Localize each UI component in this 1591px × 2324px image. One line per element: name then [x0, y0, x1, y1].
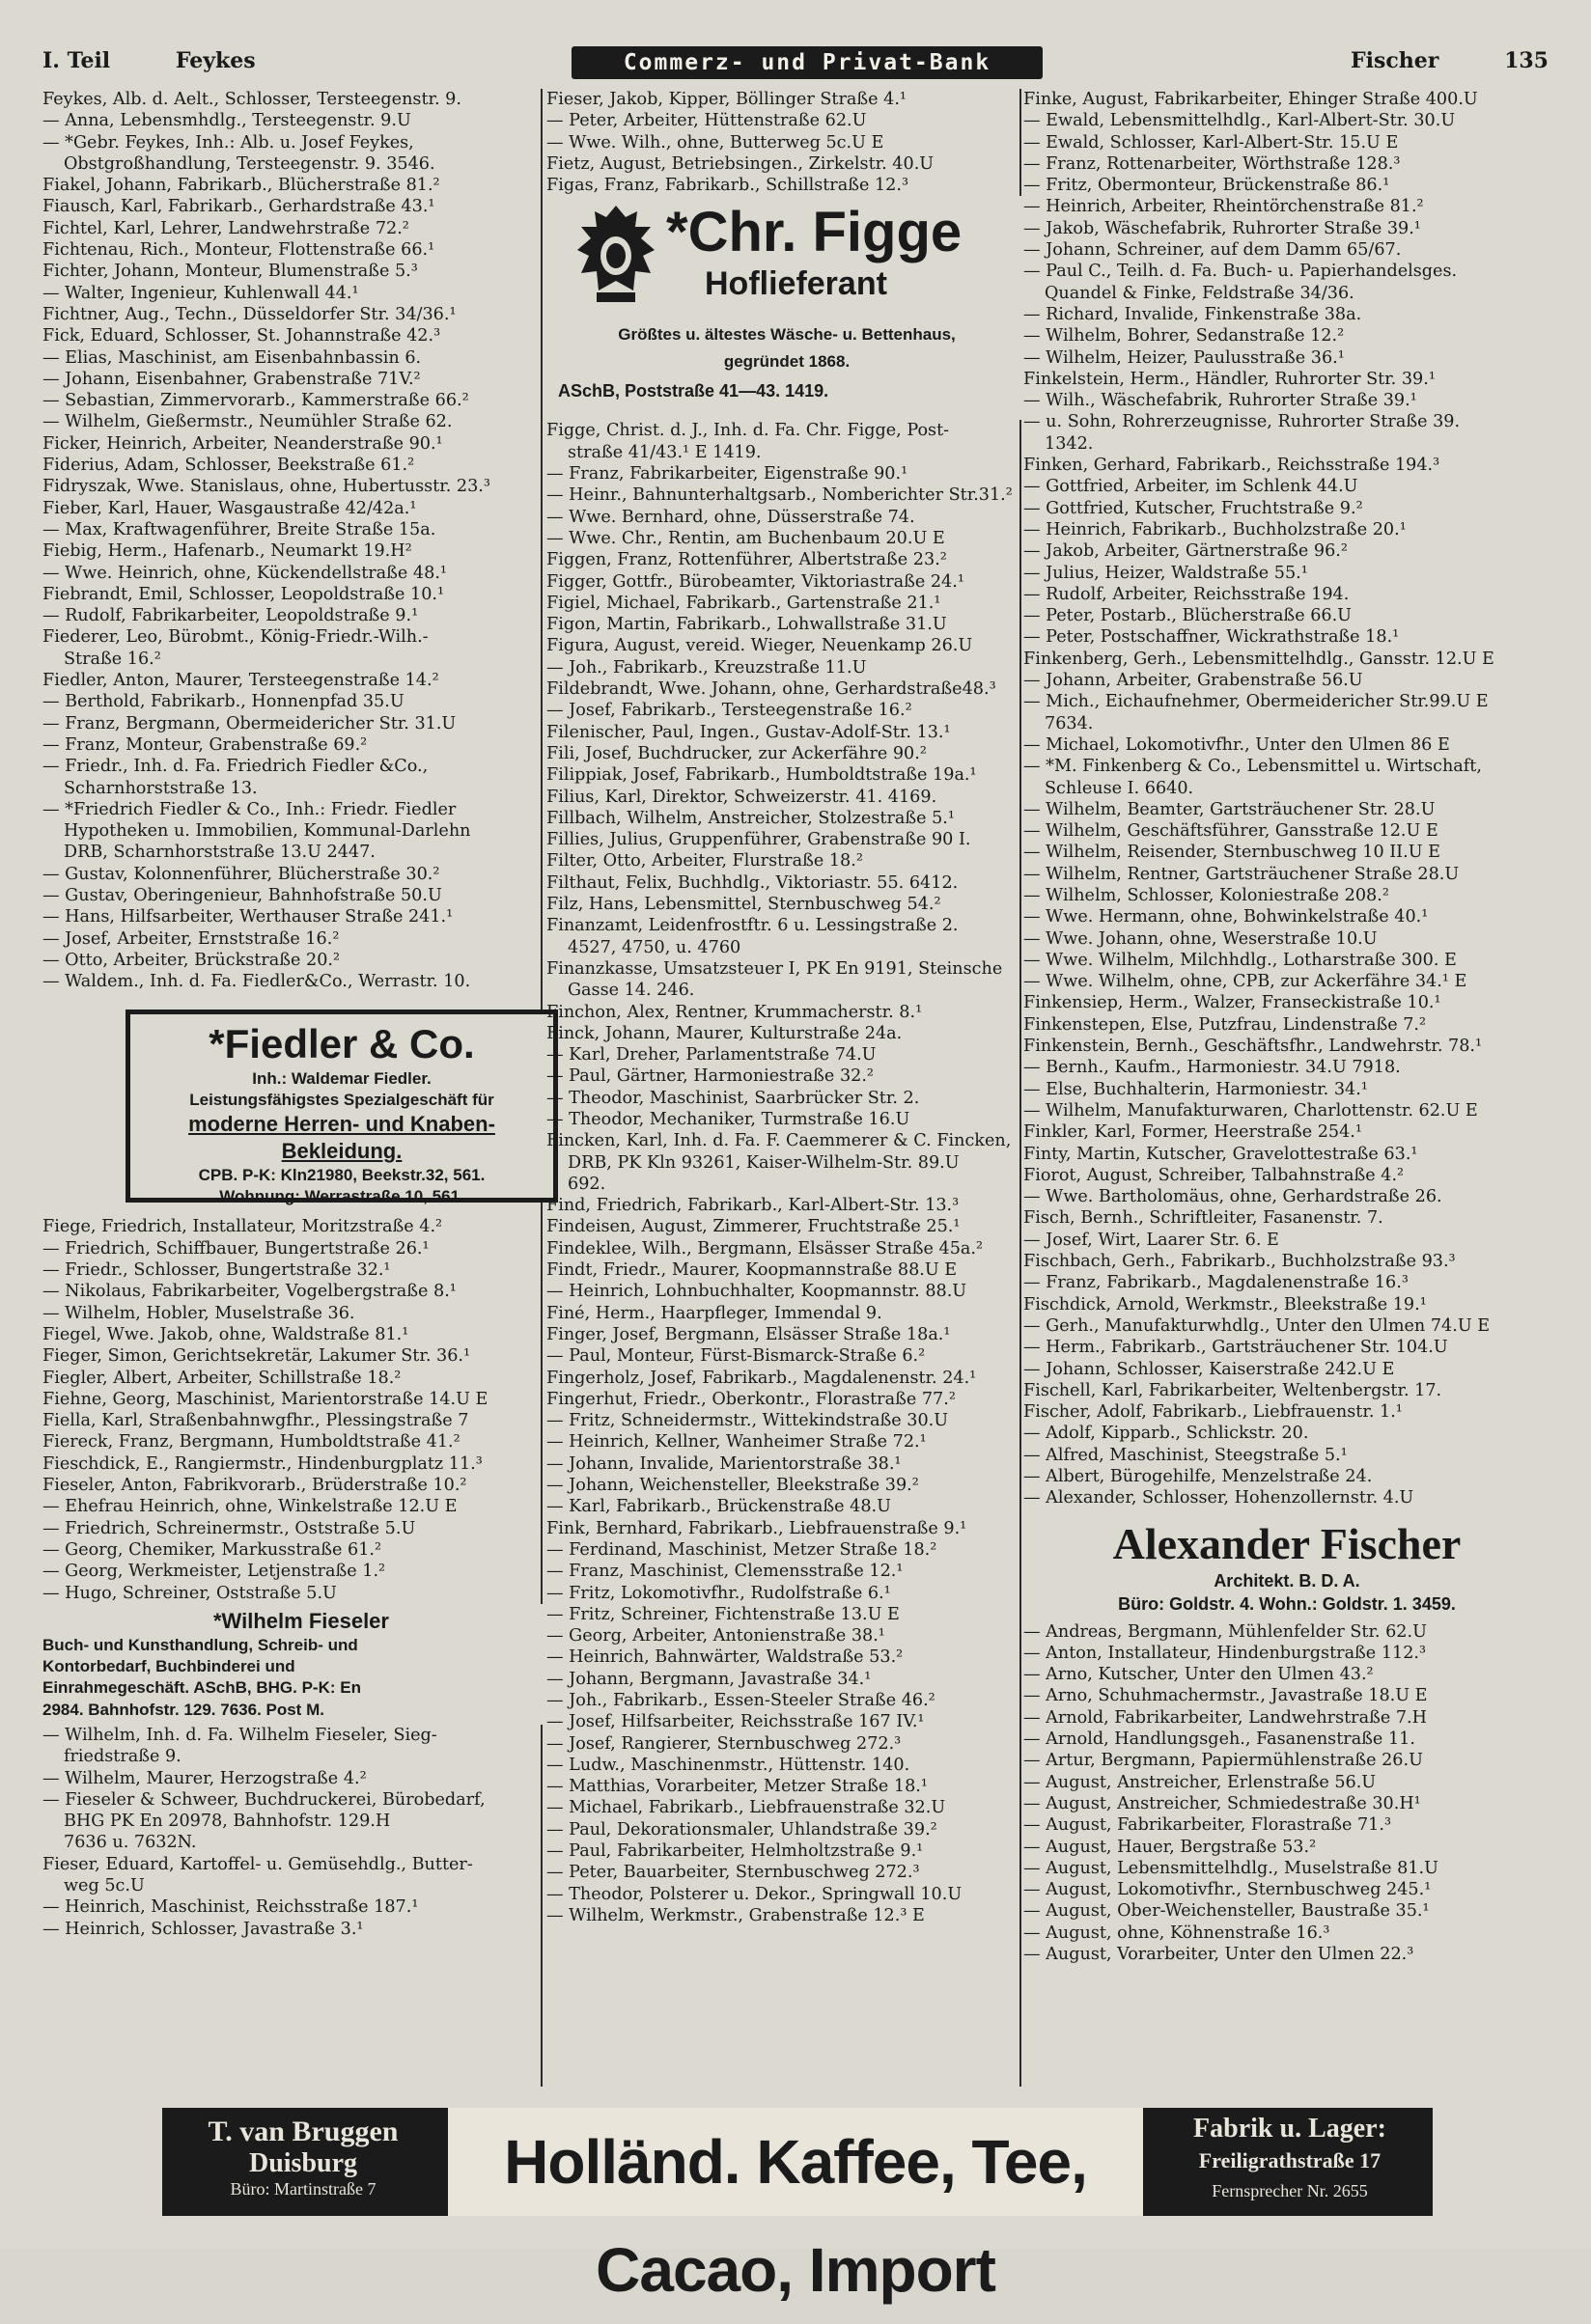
directory-entry: Fiebrandt, Emil, Schlosser, Leopoldstraße 10.¹ [42, 584, 445, 604]
directory-entry: — Wilhelm, Bohrer, Sedanstraße 12.² [1023, 326, 1345, 346]
directory-entry: Ficker, Heinrich, Arbeiter, Neanderstraße 90.¹ [42, 433, 443, 454]
directory-entry: Fiegler, Albert, Arbeiter, Schillstraße 18.² [42, 1368, 402, 1388]
directory-entry: Finken, Gerhard, Fabrikarb., Reichsstraße 194.³ [1023, 456, 1440, 476]
directory-entry: Fichtel, Karl, Lehrer, Landwehrstraße 72.² [42, 218, 409, 238]
company-name: T. van Bruggen [208, 2116, 399, 2147]
last-entry-keyword: Fischer [1351, 48, 1439, 73]
directory-entry: — Franz, Fabrikarb., Magdalenenstraße 16.³ [1023, 1273, 1409, 1293]
directory-entry: — Theodor, Mechaniker, Turmstraße 16.U [546, 1109, 910, 1129]
directory-entry: — Wwe. Hermann, ohne, Bohwinkelstraße 40.¹ [1023, 907, 1429, 927]
bank-banner: Commerz- und Privat-Bank [572, 46, 1043, 79]
directory-entry: — Josef, Rangierer, Sternbuschweg 272.³ [546, 1733, 902, 1754]
directory-entry: — Wwe. Wilh., ohne, Butterweg 5c.U E [546, 132, 884, 152]
directory-entry: Fieseler, Anton, Fabrikvorarb., Brüderstraße 10.² [42, 1476, 467, 1496]
directory-entry: — Hugo, Schreiner, Oststraße 5.U [42, 1583, 337, 1603]
directory-entry: Gasse 14. 246. [568, 981, 695, 1001]
directory-entry: — Wilhelm, Gießermstr., Neumühler Straße 62. [42, 412, 453, 432]
directory-entry: Fiegel, Wwe. Jakob, ohne, Waldstraße 81.¹ [42, 1324, 409, 1344]
directory-entry: — Paul C., Teilh. d. Fa. Buch- u. Papierhandelsges. [1023, 262, 1458, 282]
directory-entry: — Sebastian, Zimmervorarb., Kammerstraße 66.² [42, 391, 469, 411]
directory-entry: Fiausch, Karl, Fabrikarb., Gerhardstraße 43.¹ [42, 197, 435, 217]
directory-entry: Fieser, Eduard, Kartoffel- u. Gemüsehdlg., Butter- [42, 1854, 473, 1874]
directory-entry: — *M. Finkenberg & Co., Lebensmittel u. Wirtschaft, [1023, 757, 1482, 777]
ad-line: 2984. Bahnhofstr. 129. 7636. Post M. [42, 1700, 324, 1719]
directory-entry: Findeklee, Wilh., Bergmann, Elsässer Straße 45a.² [546, 1238, 984, 1259]
directory-entry: — Paul, Monteur, Fürst-Bismarck-Straße 6.² [546, 1346, 926, 1367]
header-right [1351, 48, 1549, 73]
directory-entry: Finkelstein, Herm., Händler, Ruhrorter Str. 39.¹ [1023, 369, 1436, 389]
column-3 [1023, 89, 1550, 1965]
directory-entry: 692. [568, 1174, 606, 1194]
ad-line: ASchB, Poststraße 41—43. 1419. [558, 381, 829, 401]
directory-entry: 7636 u. 7632N. [64, 1833, 197, 1853]
directory-entry: — Peter, Postarb., Blücherstraße 66.U [1023, 606, 1353, 626]
directory-entry: — Ehefrau Heinrich, ohne, Winkelstraße 12.U E [42, 1497, 458, 1517]
figge-ad [546, 196, 1027, 420]
directory-entry: — Wilhelm, Schlosser, Koloniestraße 208.² [1023, 885, 1389, 905]
directory-entry: — Matthias, Vorarbeiter, Metzer Straße 18.¹ [546, 1777, 928, 1797]
directory-entry: — Johann, Arbeiter, Grabenstraße 56.U [1023, 671, 1363, 691]
directory-entry: — Fritz, Obermonteur, Brückenstraße 86.¹ [1023, 176, 1390, 196]
company-city: Duisburg [248, 2148, 358, 2178]
directory-entry: Fiderius, Adam, Schlosser, Beekstraße 61.² [42, 456, 415, 476]
directory-entry: DRB, PK Kln 93261, Kaiser-Wilhelm-Str. 89.U [568, 1152, 960, 1173]
ad-title: *Wilhelm Fieseler [213, 1608, 389, 1633]
directory-entry: Fietz, August, Betriebsingen., Zirkelstr. 40.U [546, 153, 935, 174]
directory-entry: Fick, Eduard, Schlosser, St. Johannstraße 42.³ [42, 326, 441, 346]
ad-line: Einrahmegeschäft. ASchB, BHG. P-K: En [42, 1678, 361, 1698]
directory-entry: — Arnold, Handlungsgeh., Fasanenstraße 11. [1023, 1729, 1415, 1750]
directory-entry: Fischdick, Arnold, Werkmstr., Bleekstraße 19.¹ [1023, 1294, 1427, 1314]
directory-entry: Fichtner, Aug., Techn., Düsseldorfer Str. 34/36.¹ [42, 304, 457, 324]
directory-entry: — Franz, Monteur, Grabenstraße 69.² [42, 734, 368, 755]
directory-entry: Feykes, Alb. d. Aelt., Schlosser, Tersteegenstr. 9. [42, 90, 461, 109]
entry-list [42, 1216, 560, 1603]
entry-list [42, 1725, 560, 1940]
directory-entry: — Franz, Bergmann, Obermeidericher Str. 31.U [42, 713, 457, 733]
directory-entry: Fieber, Karl, Hauer, Wasgaustraße 42/42a.¹ [42, 498, 417, 518]
directory-entry: — Friedr., Inh. d. Fa. Friedrich Fiedler &Co., [42, 757, 429, 777]
directory-entry: Figge, Christ. d. J., Inh. d. Fa. Chr. Figge, Post- [546, 421, 950, 441]
directory-entry: — Wilhelm, Inh. d. Fa. Wilhelm Fieseler, Sieg- [42, 1726, 437, 1745]
directory-entry: — Alfred, Maschinist, Steegstraße 5.¹ [1023, 1445, 1348, 1465]
directory-entry: — Herm., Fabrikarb., Gartsträuchener Str. 104.U [1023, 1338, 1448, 1358]
directory-entry: — Georg, Arbeiter, Antonienstraße 38.¹ [546, 1626, 885, 1646]
ad-line: Buch- und Kunsthandlung, Schreib- und [42, 1635, 358, 1654]
directory-entry: — Ewald, Lebensmittelhdlg., Karl-Albert-Str. 30.U [1023, 111, 1456, 131]
directory-entry: — Joh., Fabrikarb., Essen-Steeler Straße 46.² [546, 1691, 935, 1710]
directory-entry: Fili, Josef, Buchdrucker, zur Ackerfähre 90.² [546, 743, 927, 763]
entry-list [546, 89, 1027, 196]
directory-entry: — Wilhelm, Reisender, Sternbuschweg 10 II.U E [1023, 843, 1440, 863]
directory-entry: — Wwe. Bernhard, ohne, Düsserstraße 74. [546, 507, 915, 527]
directory-entry: — Josef, Wirt, Laarer Str. 6. E [1023, 1230, 1279, 1250]
footer-company [162, 2108, 444, 2216]
directory-entry: — Wilhelm, Werkmstr., Grabenstraße 12.³ E [546, 1905, 925, 1925]
directory-entry: — Jakob, Wäschefabrik, Ruhrorter Straße 39.¹ [1023, 218, 1421, 238]
directory-entry: — Joh., Fabrikarb., Kreuzstraße 11.U [546, 657, 867, 678]
directory-entry: — August, Fabrikarbeiter, Florastraße 71.³ [1023, 1815, 1392, 1836]
directory-entry: Fichtenau, Rich., Monteur, Flottenstraße 66.¹ [42, 240, 435, 261]
directory-entry: — Johann, Weichensteller, Bleekstraße 39.² [546, 1476, 919, 1496]
directory-entry: Filz, Hans, Lebensmittel, Sternbuschweg 54.² [546, 895, 941, 915]
directory-entry: — Georg, Werkmeister, Letjenstraße 1.² [42, 1562, 386, 1582]
ad-line: CPB. P-K: Kln21980, Beekstr.32, 561. [198, 1166, 486, 1185]
directory-entry: — Alexander, Schlosser, Hohenzollernstr. 4.U [1023, 1488, 1414, 1508]
directory-entry: — Fritz, Schneidermstr., Wittekindstraße 30.U [546, 1411, 949, 1431]
directory-entry: — Gottfried, Kutscher, Fruchtstraße 9.² [1023, 498, 1363, 518]
directory-entry: — August, Anstreicher, Erlenstraße 56.U [1023, 1772, 1377, 1792]
directory-entry: — Else, Buchhalterin, Harmoniestr. 34.¹ [1023, 1079, 1368, 1099]
directory-entry: — Anna, Lebensmhdlg., Tersteegenstr. 9.U [42, 111, 411, 131]
directory-entry: — Ferdinand, Maschinist, Metzer Straße 18.² [546, 1539, 937, 1560]
directory-entry: Figura, August, vereid. Wieger, Neuenkamp 26.U [546, 636, 973, 656]
directory-entry: Fischbach, Gerh., Fabrikarb., Buchholzstraße 93.³ [1023, 1252, 1456, 1272]
directory-entry: Fiorot, August, Schreiber, Talbahnstraße 4.² [1023, 1165, 1405, 1185]
section-label: I. Teil [42, 48, 111, 73]
first-entry-keyword: Feykes [175, 48, 256, 73]
fischer-ad [1023, 1509, 1550, 1621]
directory-entry: — Heinrich, Lohnbuchhalter, Koopmannstr. 88.U [546, 1282, 967, 1302]
directory-entry: — Ludw., Maschinenmstr., Hüttenstr. 140. [546, 1755, 910, 1775]
entry-list [42, 89, 560, 992]
ad-line: Architekt. B. D. A. [1214, 1570, 1360, 1591]
directory-entry: — Johann, Invalide, Marientorstraße 38.¹ [546, 1453, 902, 1474]
directory-entry: — *Gebr. Feykes, Inh.: Alb. u. Josef Feykes, [42, 132, 414, 152]
directory-entry: — Franz, Maschinist, Clemensstraße 12.¹ [546, 1562, 904, 1582]
directory-entry: — Richard, Invalide, Finkenstraße 38a. [1023, 304, 1362, 324]
directory-entry: Obstgroßhandlung, Tersteegenstr. 9. 3546. [64, 153, 435, 174]
directory-entry: — Heinr., Bahnunterhaltgsarb., Nomberichter Str.31.² [546, 485, 1013, 506]
directory-entry: — Theodor, Polsterer u. Dekor., Springwall 10.U [546, 1884, 963, 1904]
directory-entry: Quandel & Finke, Feldstraße 34/36. [1045, 283, 1354, 303]
directory-entry: — August, Vorarbeiter, Unter den Ulmen 22.³ [1023, 1945, 1414, 1965]
fieseler-ad [42, 1604, 560, 1725]
directory-entry: Findt, Friedr., Maurer, Koopmannstraße 88.U E [546, 1260, 958, 1281]
directory-entry: — Gustav, Oberingenieur, Bahnhofstraße 50.U [42, 885, 442, 905]
directory-entry: — Wwe. Wilhelm, ohne, CPB, zur Ackerfähre 34.¹ E [1023, 972, 1467, 992]
directory-entry: — August, ohne, Köhnenstraße 16.³ [1023, 1923, 1330, 1943]
factory-phone: Fernsprecher Nr. 2655 [1212, 2181, 1368, 2200]
entry-list [1023, 89, 1550, 1509]
directory-entry: — Wilhelm, Heizer, Paulusstraße 36.¹ [1023, 347, 1345, 368]
directory-entry: weg 5c.U [64, 1876, 145, 1896]
directory-entry: — Friedrich, Schreinermstr., Oststraße 5.U [42, 1518, 416, 1538]
directory-entry: Fildebrandt, Wwe. Johann, ohne, Gerhardstraße48.³ [546, 679, 996, 700]
company-office: Büro: Martinstraße 7 [230, 2179, 377, 2199]
directory-entry: Figiel, Michael, Fabrikarb., Gartenstraße 21.¹ [546, 593, 941, 613]
directory-entry: Fiege, Friedrich, Installateur, Moritzstraße 4.² [42, 1217, 443, 1237]
directory-entry: Filthaut, Felix, Buchhdlg., Viktoriastr. 55. 6412. [546, 872, 959, 893]
directory-entry: Fink, Bernhard, Fabrikarb., Liebfrauenstraße 9.¹ [546, 1518, 967, 1538]
directory-entry: — Heinrich, Kellner, Wanheimer Straße 72.¹ [546, 1432, 927, 1452]
directory-entry: Fillbach, Wilhelm, Anstreicher, Stolzestraße 5.¹ [546, 808, 955, 828]
directory-entry: Fischell, Karl, Fabrikarbeiter, Weltenbergstr. 17. [1023, 1380, 1442, 1400]
directory-entry: Hypotheken u. Immobilien, Kommunal-Darlehn [64, 821, 471, 842]
directory-entry: — Paul, Fabrikarbeiter, Helmholtzstraße 9.¹ [546, 1841, 924, 1862]
directory-entry: — Peter, Postschaffner, Wickrathstraße 18.¹ [1023, 627, 1400, 648]
ad-title: *Fiedler & Co. [209, 1021, 475, 1067]
directory-entry: Find, Friedrich, Fabrikarb., Karl-Albert-Str. 13.³ [546, 1196, 960, 1216]
directory-entry: Finanzamt, Leidenfrostftr. 6 u. Lessingstraße 2. [546, 916, 959, 936]
directory-entry: — Franz, Rottenarbeiter, Wörthstraße 128.³ [1023, 153, 1401, 174]
directory-entry: Schleuse I. 6640. [1045, 778, 1194, 798]
directory-entry: — Wilhelm, Beamter, Gartsträuchener Str. 28.U [1023, 799, 1436, 819]
directory-entry: — Rudolf, Arbeiter, Reichsstraße 194. [1023, 584, 1350, 604]
column-1 [42, 89, 560, 1940]
header-left [42, 48, 256, 73]
directory-entry: Fiereck, Franz, Bergmann, Humboldtstraße 41.² [42, 1432, 461, 1452]
directory-entry: — Jakob, Arbeiter, Gärtnerstraße 96.² [1023, 541, 1348, 562]
directory-entry: Finchon, Alex, Rentner, Krummacherstr. 8.¹ [546, 1002, 923, 1022]
directory-entry: Fieger, Simon, Gerichtsekretär, Lakumer Str. 36.¹ [42, 1346, 471, 1367]
directory-entry: Finkenstepen, Else, Putzfrau, Lindenstraße 7.² [1023, 1014, 1427, 1035]
directory-entry: — Arno, Kutscher, Unter den Ulmen 43.² [1023, 1665, 1374, 1685]
directory-entry: — Josef, Hilfsarbeiter, Reichsstraße 167 IV.¹ [546, 1712, 925, 1732]
directory-entry: — Georg, Chemiker, Markusstraße 61.² [42, 1539, 382, 1560]
ad-line: Leistungsfähigstes Spezialgeschäft für [189, 1091, 494, 1110]
directory-entry: Fiedler, Anton, Maurer, Tersteegenstraße 14.² [42, 671, 439, 691]
directory-entry: DRB, Scharnhorststraße 13.U 2447. [64, 843, 376, 863]
directory-entry: — Wwe. Johann, ohne, Weserstraße 10.U [1023, 928, 1378, 949]
directory-entry: — Nikolaus, Fabrikarbeiter, Vogelbergstraße 8.¹ [42, 1282, 457, 1302]
directory-entry: — Mich., Eichaufnehmer, Obermeidericher Str.99.U E [1023, 692, 1489, 712]
directory-entry: 1342. [1045, 433, 1094, 454]
directory-entry: — Heinrich, Arbeiter, Rheintörchenstraße 81.² [1023, 197, 1424, 217]
factory-street: Freiligrathstraße 17 [1198, 2148, 1382, 2172]
directory-entry: — Friedr., Schlosser, Bungertstraße 32.¹ [42, 1260, 391, 1281]
directory-entry: Figon, Martin, Fabrikarb., Lohwallstraße 31.U [546, 615, 947, 635]
directory-entry: — Arnold, Fabrikarbeiter, Landwehrstraße 7.H [1023, 1707, 1427, 1728]
directory-entry: — Gustav, Kolonnenführer, Blücherstraße 30.² [42, 864, 440, 884]
directory-entry: Finkenberg, Gerh., Lebensmittelhdlg., Gansstr. 12.U E [1023, 649, 1494, 669]
directory-entry: — Anton, Installateur, Hindenburgstraße 112.³ [1023, 1643, 1427, 1663]
directory-entry: — Otto, Arbeiter, Brückstraße 20.² [42, 950, 341, 970]
directory-entry: — Friedrich, Schiffbauer, Bungertstraße 26.¹ [42, 1238, 430, 1259]
ad-line: moderne Herren- und Knaben-Bekleidung. [188, 1112, 495, 1164]
ad-subtitle: Hoflieferant [705, 265, 887, 303]
directory-entry: Straße 16.² [64, 649, 161, 669]
directory-entry: — Michael, Lokomotivfhr., Unter den Ulmen 86 E [1023, 734, 1450, 755]
ad-line: Größtes u. ältestes Wäsche- u. Bettenhaus, [618, 325, 956, 345]
directory-entry: — August, Lokomotivfhr., Sternbuschweg 245.¹ [1023, 1880, 1432, 1900]
directory-entry: — Gerh., Manufakturwhdlg., Unter den Ulmen 74.U E [1023, 1315, 1491, 1336]
directory-entry: — Wilhelm, Manufakturwaren, Charlottenstr. 62.U E [1023, 1100, 1478, 1120]
directory-entry: — Rudolf, Fabrikarbeiter, Leopoldstraße 9.¹ [42, 606, 419, 626]
directory-entry: — Berthold, Fabrikarb., Honnenpfad 35.U [42, 692, 405, 712]
directory-entry: — August, Lebensmittelhdlg., Muselstraße 81.U [1023, 1858, 1438, 1878]
royal-crest-icon [570, 202, 662, 308]
directory-entry: — Paul, Dekorationsmaler, Uhlandstraße 39.² [546, 1819, 937, 1840]
directory-entry: Finkensiep, Herm., Walzer, Franseckistraße 10.¹ [1023, 993, 1441, 1013]
directory-entry: — Wwe. Wilhelm, Milchhdlg., Lotharstraße 300. E [1023, 950, 1457, 970]
directory-entry: — Wwe. Heinrich, ohne, Kückendellstraße 48.¹ [42, 563, 447, 583]
directory-entry: Filippiak, Josef, Fabrikarb., Humboldtstraße 19a.¹ [546, 765, 977, 786]
directory-entry: BHG PK En 20978, Bahnhofstr. 129.H [64, 1812, 391, 1832]
directory-entry: — Ewald, Schlosser, Karl-Albert-Str. 15.U E [1023, 132, 1399, 152]
directory-entry: Finkler, Karl, Former, Heerstraße 254.¹ [1023, 1122, 1362, 1143]
directory-entry: — Walter, Ingenieur, Kuhlenwall 44.¹ [42, 283, 359, 303]
directory-entry: — Waldem., Inh. d. Fa. Fiedler&Co., Werrastr. 10. [42, 972, 471, 992]
directory-entry: Fillies, Julius, Gruppenführer, Grabenstraße 90 I. [546, 830, 971, 850]
ad-line: Wohnung: Werrastraße 10, 561. [219, 1187, 464, 1206]
directory-entry: Fieschdick, E., Rangiermstr., Hindenburgplatz 11.³ [42, 1453, 483, 1474]
directory-entry: — Elias, Maschinist, am Eisenbahnbassin 6. [42, 347, 422, 368]
directory-entry: 7634. [1045, 713, 1094, 733]
directory-entry: Findeisen, August, Zimmerer, Fruchtstraße 25.¹ [546, 1217, 961, 1237]
directory-entry: Filter, Otto, Arbeiter, Flurstraße 18.² [546, 851, 863, 872]
directory-entry: — Karl, Fabrikarb., Brückenstraße 48.U [546, 1497, 891, 1517]
directory-entry: — Wwe. Chr., Rentin, am Buchenbaum 20.U E [546, 528, 945, 548]
page-number: 135 [1504, 48, 1549, 73]
directory-entry: straße 41/43.¹ E 1419. [568, 442, 762, 462]
directory-entry: — Michael, Fabrikarb., Liebfrauenstraße 32.U [546, 1798, 946, 1818]
directory-entry: — Josef, Fabrikarb., Tersteegenstraße 16.² [546, 701, 912, 721]
directory-entry: Fiakel, Johann, Fabrikarb., Blücherstraße 81.² [42, 176, 440, 196]
ad-line: gegründet 1868. [723, 352, 851, 372]
directory-entry: — August, Hauer, Bergstraße 53.² [1023, 1837, 1317, 1857]
directory-entry: Finck, Johann, Maurer, Kulturstraße 24a. [546, 1023, 903, 1043]
ad-title: Alexander Fischer [1112, 1518, 1462, 1568]
directory-entry: — Bernh., Kaufm., Harmoniestr. 34.U 7918. [1023, 1058, 1401, 1078]
directory-entry: — *Friedrich Fiedler & Co., Inh.: Friedr. Fiedler [42, 799, 457, 819]
ad-title: *Chr. Figge [666, 201, 963, 264]
directory-entry: — Paul, Gärtner, Harmoniestraße 32.² [546, 1066, 874, 1087]
directory-entry: Fidryszak, Wwe. Stanislaus, ohne, Hubertusstr. 23.³ [42, 477, 490, 497]
directory-entry: — Albert, Bürogehilfe, Menzelstraße 24. [1023, 1467, 1373, 1486]
directory-entry: — Heinrich, Bahnwärter, Waldstraße 53.² [546, 1647, 904, 1668]
directory-entry: — Franz, Fabrikarbeiter, Eigenstraße 90.¹ [546, 464, 908, 484]
directory-entry: — Heinrich, Fabrikarb., Buchholzstraße 20.¹ [1023, 519, 1407, 540]
directory-entry: Fichter, Johann, Monteur, Blumenstraße 5.³ [42, 262, 418, 282]
directory-entry: Finke, August, Fabrikarbeiter, Ehinger Straße 400.U [1023, 90, 1478, 109]
directory-entry: — Peter, Bauarbeiter, Sternbuschweg 272.³ [546, 1863, 920, 1883]
entry-list [1023, 1621, 1550, 1966]
ad-line: Inh.: Waldemar Fiedler. [252, 1069, 432, 1089]
directory-entry: — Johann, Eisenbahner, Grabenstraße 71V.² [42, 369, 421, 389]
directory-entry: Finger, Josef, Bergmann, Elsässer Straße 18a.¹ [546, 1324, 951, 1344]
directory-entry: — Fritz, Lokomotivfhr., Rudolfstraße 6.¹ [546, 1583, 891, 1603]
directory-entry: — Adolf, Kipparb., Schlickstr. 20. [1023, 1424, 1309, 1444]
directory-entry: — August, Anstreicher, Schmiedestraße 30.H¹ [1023, 1793, 1421, 1813]
column-2 [546, 89, 1027, 1926]
directory-entry: Fiebig, Herm., Hafenarb., Neumarkt 19.H² [42, 541, 412, 562]
directory-entry: — Andreas, Bergmann, Mühlenfelder Str. 62.U [1023, 1621, 1427, 1642]
directory-entry: — Wwe. Bartholomäus, ohne, Gerhardstraße 26. [1023, 1187, 1442, 1207]
directory-entry: Finty, Martin, Kutscher, Gravelottestraße 63.¹ [1023, 1144, 1418, 1164]
directory-entry: — Julius, Heizer, Waldstraße 55.¹ [1023, 563, 1308, 583]
directory-entry: — Heinrich, Maschinist, Reichsstraße 187.¹ [42, 1897, 419, 1918]
ad-line: Büro: Goldstr. 4. Wohn.: Goldstr. 1. 3459. [1118, 1593, 1456, 1614]
directory-entry: — Karl, Dreher, Parlamentstraße 74.U [546, 1045, 877, 1065]
directory-entry: — Wilhelm, Hobler, Muselstraße 36. [42, 1303, 355, 1323]
directory-entry: Finkenstein, Bernh., Geschäftsfhr., Landwehrstr. 78.¹ [1023, 1037, 1483, 1057]
footer-slogan: Holländ. Kaffee, Tee, Cacao, Import [448, 2108, 1143, 2216]
directory-entry: — Max, Kraftwagenführer, Breite Straße 15a. [42, 519, 436, 540]
directory-entry: — Peter, Arbeiter, Hüttenstraße 62.U [546, 111, 867, 131]
directory-entry: — Johann, Schlosser, Kaiserstraße 242.U E [1023, 1359, 1395, 1379]
directory-entry: Fischer, Adolf, Fabrikarb., Liebfrauenstr. 1.¹ [1023, 1402, 1403, 1423]
directory-entry: — Wilhelm, Rentner, Gartsträuchener Straße 28.U [1023, 864, 1460, 884]
directory-entry: Figger, Gottfr., Bürobeamter, Viktoriastraße 24.¹ [546, 571, 964, 592]
directory-entry: — Artur, Bergmann, Papiermühlenstraße 26.U [1023, 1751, 1423, 1771]
factory-title: Fabrik u. Lager: [1193, 2114, 1386, 2144]
directory-entry: — u. Sohn, Rohrerzeugnisse, Ruhrorter Straße 39. [1023, 412, 1461, 432]
directory-entry: — Johann, Bergmann, Javastraße 34.¹ [546, 1669, 872, 1689]
footer-ad [162, 2108, 1433, 2305]
directory-entry: — Hans, Hilfsarbeiter, Werthauser Straße 241.¹ [42, 907, 454, 927]
directory-entry: — Wilhelm, Maurer, Herzogstraße 4.² [42, 1768, 367, 1788]
entry-list [546, 420, 1027, 1926]
directory-entry: Fieser, Jakob, Kipper, Böllinger Straße 4.¹ [546, 90, 907, 109]
directory-entry: — Fritz, Schreiner, Fichtenstraße 13.U E [546, 1604, 900, 1624]
directory-entry: Filenischer, Paul, Ingen., Gustav-Adolf-Str. 13.¹ [546, 722, 951, 742]
directory-entry: Scharnhorststraße 13. [64, 778, 258, 798]
directory-entry: — Arno, Schuhmachermstr., Javastraße 18.U E [1023, 1686, 1428, 1706]
directory-entry: — Wilhelm, Geschäftsführer, Gansstraße 12.U E [1023, 821, 1438, 842]
directory-entry: — Wilh., Wäschefabrik, Ruhrorter Straße 39.¹ [1023, 391, 1417, 411]
directory-entry: — Theodor, Maschinist, Saarbrücker Str. 2. [546, 1088, 920, 1108]
fiedler-ad [126, 1010, 558, 1206]
directory-entry: 4527, 4750, u. 4760 [568, 937, 741, 957]
directory-entry: Fiederer, Leo, Bürobmt., König-Friedr.-Wilh.- [42, 627, 429, 648]
page-header [42, 46, 1549, 89]
directory-entry: Filius, Karl, Direktor, Schweizerstr. 41. 4169. [546, 787, 937, 807]
directory-entry: Finé, Herm., Haarpfleger, Immendal 9. [546, 1303, 882, 1323]
directory-entry: — Fieseler & Schweer, Buchdruckerei, Bürobedarf, [42, 1789, 486, 1810]
directory-entry: Fincken, Karl, Inh. d. Fa. F. Caemmerer & C. Fincken, [546, 1131, 1012, 1151]
directory-entry: — Josef, Arbeiter, Ernststraße 16.² [42, 928, 340, 949]
directory-entry: Fingerhut, Friedr., Oberkontr., Florastraße 77.² [546, 1389, 956, 1409]
directory-entry: Fiella, Karl, Straßenbahnwgfhr., Plessingstraße 7 [42, 1411, 469, 1431]
directory-entry: — Heinrich, Schlosser, Javastraße 3.¹ [42, 1919, 364, 1939]
directory-entry: — Johann, Schreiner, auf dem Damm 65/67. [1023, 240, 1402, 261]
directory-entry: Fisch, Bernh., Schriftleiter, Fasanenstr. 7. [1023, 1208, 1383, 1229]
directory-entry: Fingerholz, Josef, Fabrikarb., Magdalenenstr. 24.¹ [546, 1368, 977, 1388]
directory-entry: — August, Ober-Weichensteller, Baustraße 35.¹ [1023, 1901, 1430, 1922]
footer-factory [1147, 2108, 1433, 2216]
directory-entry: Finanzkasse, Umsatzsteuer I, PK En 9191, Steinsche [546, 958, 1003, 979]
directory-entry: — Gottfried, Arbeiter, im Schlenk 44.U [1023, 477, 1358, 497]
ad-line: Kontorbedarf, Buchbinderei und [42, 1657, 295, 1676]
directory-entry: Figas, Franz, Fabrikarb., Schillstraße 12.³ [546, 176, 909, 196]
directory-entry: Fiehne, Georg, Maschinist, Marientorstraße 14.U E [42, 1389, 488, 1409]
directory-entry: friedstraße 9. [64, 1747, 181, 1767]
directory-entry: Figgen, Franz, Rottenführer, Albertstraße 23.² [546, 550, 947, 570]
